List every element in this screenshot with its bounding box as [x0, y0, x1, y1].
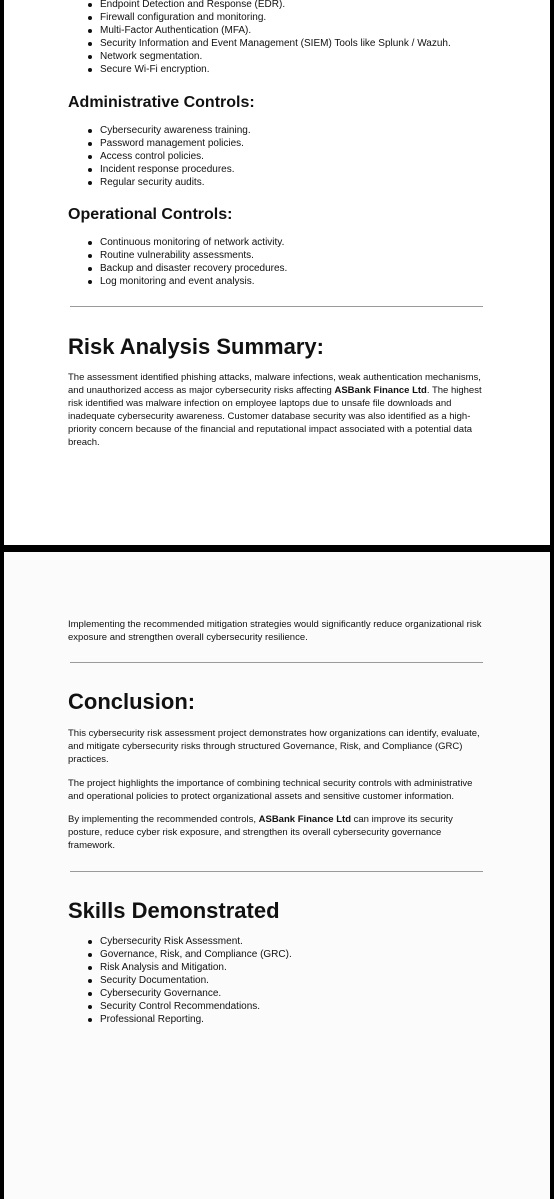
list-item: Security Documentation. — [72, 974, 292, 987]
operational-controls-list — [72, 236, 287, 288]
list-item: Risk Analysis and Mitigation. — [72, 961, 292, 974]
list-item: Incident response procedures. — [72, 163, 251, 176]
list-item: Firewall configuration and monitoring. — [72, 11, 451, 24]
list-item: Cybersecurity Risk Assessment. — [72, 935, 292, 948]
administrative-controls-list — [72, 124, 251, 189]
risk-analysis-heading: Risk Analysis Summary: — [68, 334, 324, 359]
list-item: Log monitoring and event analysis. — [72, 275, 287, 288]
section-divider — [70, 871, 483, 872]
conclusion-paragraph-1: This cybersecurity risk assessment project demonstrates how organizations can identify, evaluate, and mitigate cybersecurity risks through structured Governance, Risk, and Compliance (GRC) practices. — [68, 728, 480, 765]
list-item: Security Information and Event Management (SIEM) Tools like Splunk / Wazuh. — [72, 37, 451, 50]
list-item: Cybersecurity Governance. — [72, 987, 292, 1000]
mitigation-paragraph: Implementing the recommended mitigation strategies would significantly reduce organizational risk exposure and strengthen overall cybersecurity resilience. — [68, 619, 482, 643]
conclusion-paragraph-3: By implementing the recommended controls, ASBank Finance Ltd can improve its security posture, reduce cyber risk exposure, and strengthen its overall cybersecurity governance framework. — [68, 814, 453, 851]
list-item: Continuous monitoring of network activity. — [72, 236, 287, 249]
conclusion-heading: Conclusion: — [68, 689, 196, 714]
list-item: Professional Reporting. — [72, 1013, 292, 1026]
list-item: Access control policies. — [72, 150, 251, 163]
technical-controls-list — [72, 0, 451, 76]
list-item: Network segmentation. — [72, 50, 451, 63]
document-page-2 — [4, 552, 550, 1199]
list-item: Cybersecurity awareness training. — [72, 124, 251, 137]
list-item: Password management policies. — [72, 137, 251, 150]
company-name: ASBank Finance Ltd — [334, 385, 427, 396]
skills-list — [72, 935, 292, 1026]
operational-controls-heading: Operational Controls: — [68, 206, 233, 223]
document-page-1 — [4, 0, 550, 545]
list-item: Security Control Recommendations. — [72, 1000, 292, 1013]
list-item: Routine vulnerability assessments. — [72, 249, 287, 262]
company-name: ASBank Finance Ltd — [258, 814, 351, 825]
skills-heading: Skills Demonstrated — [68, 898, 280, 923]
list-item: Backup and disaster recovery procedures. — [72, 262, 287, 275]
list-item: Multi-Factor Authentication (MFA). — [72, 24, 451, 37]
section-divider — [70, 306, 483, 307]
list-item: Endpoint Detection and Response (EDR). — [72, 0, 451, 11]
conclusion-paragraph-2: The project highlights the importance of combining technical security controls with administrative and operational policies to protect organizational assets and sensitive customer information. — [68, 778, 473, 802]
list-item: Regular security audits. — [72, 176, 251, 189]
administrative-controls-heading: Administrative Controls: — [68, 94, 255, 111]
list-item: Secure Wi-Fi encryption. — [72, 63, 451, 76]
list-item: Governance, Risk, and Compliance (GRC). — [72, 948, 292, 961]
section-divider — [70, 662, 483, 663]
risk-analysis-paragraph: The assessment identified phishing attacks, malware infections, weak authentication mechanisms, and unauthorized access as major cybersecurity risks affecting ASBank Finance Ltd. The highest risk identified was malware infection on employee laptops due to unsafe file downloads and inadequate cybersecurity awareness. Customer database security was also identified as a high-priority concern because of the financial and reputational impact associated with a potential data breach. — [68, 372, 482, 448]
